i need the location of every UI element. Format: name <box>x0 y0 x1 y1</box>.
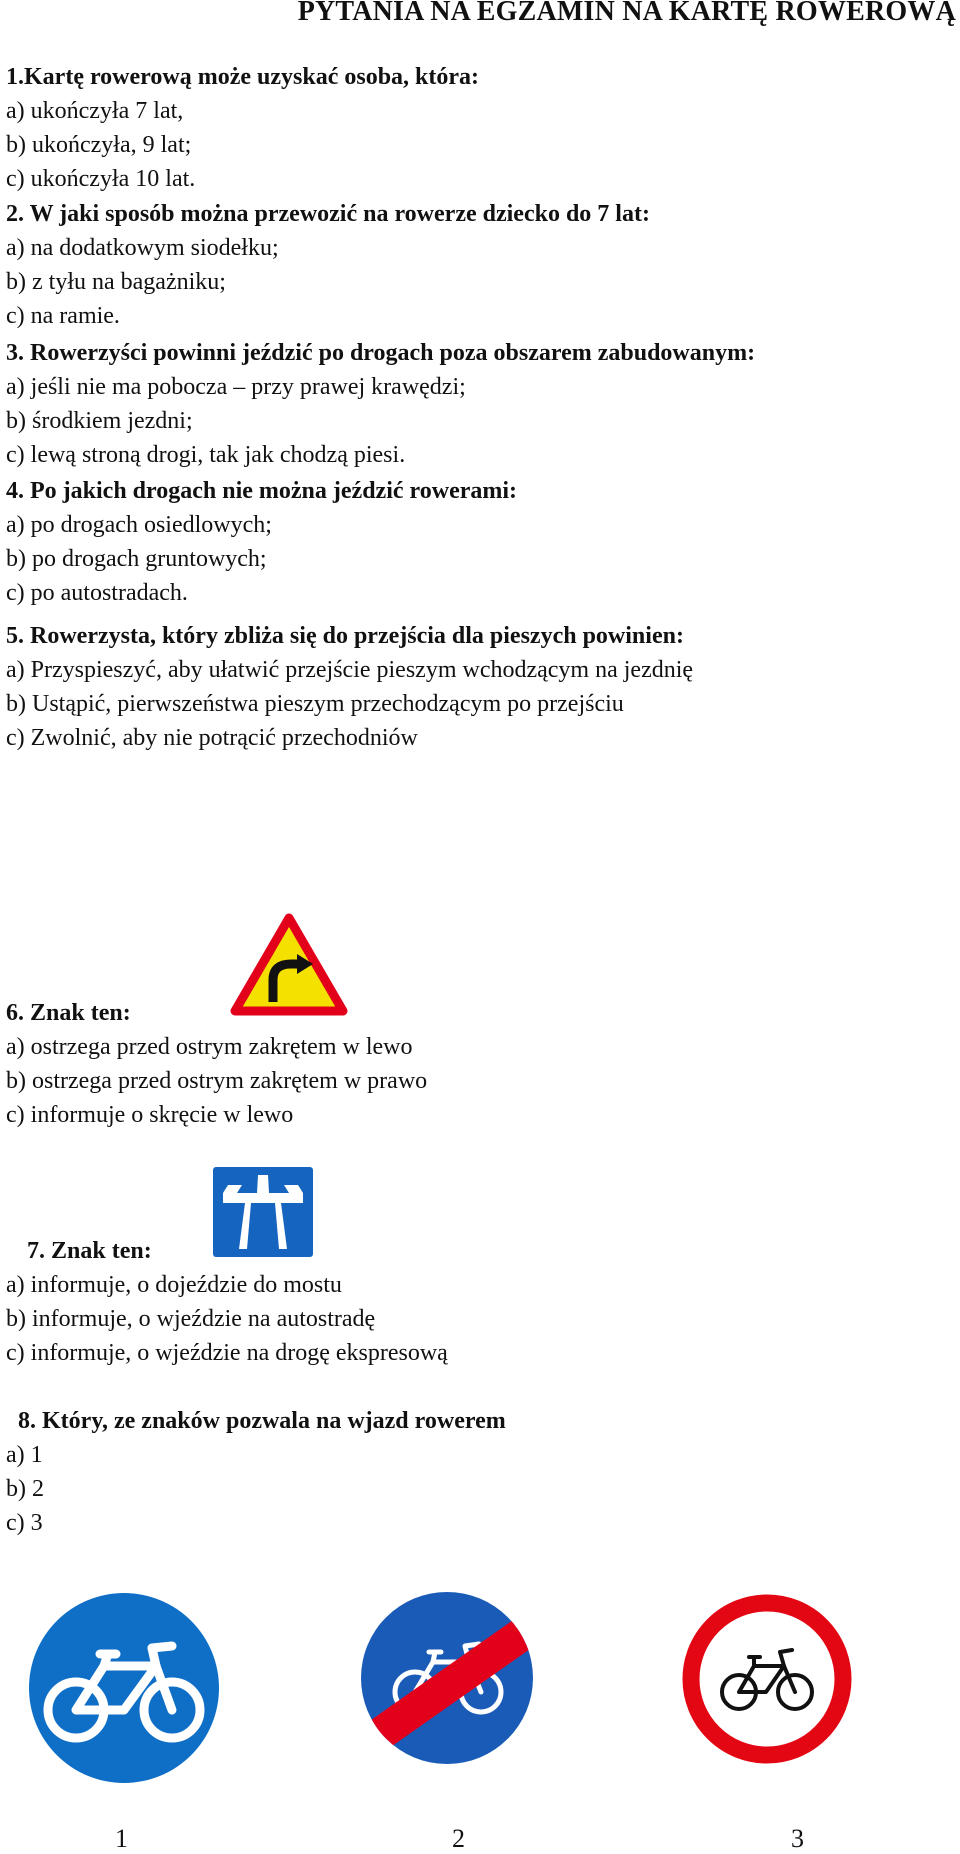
question-text: 1.Kartę rowerową może uzyskać osoba, która: <box>6 64 480 90</box>
answer-c: c) Zwolnić, aby nie potrącić przechodniów <box>6 725 418 751</box>
answer-b: b) 2 <box>6 1476 44 1502</box>
question-6 <box>6 996 427 1132</box>
page-title: PYTANIA NA EGZAMIN NA KARTĘ ROWEROWĄ <box>297 0 956 27</box>
answer-c: c) 3 <box>6 1510 43 1536</box>
answer-b: b) ukończyła, 9 lat; <box>6 132 192 158</box>
question-text: 6. Znak ten: <box>6 1000 131 1026</box>
question-3 <box>6 336 755 472</box>
question-4 <box>6 474 517 610</box>
no-bicycles-sign-icon <box>680 1592 854 1766</box>
answer-b: b) z tyłu na bagażniku; <box>6 269 226 295</box>
answer-a: a) jeśli nie ma pobocza – przy prawej krawędzi; <box>6 374 466 400</box>
answer-a: a) ostrzega przed ostrym zakrętem w lewo <box>6 1034 413 1060</box>
question-text: 7. Znak ten: <box>27 1238 152 1264</box>
answer-c: c) ukończyła 10 lat. <box>6 166 196 192</box>
sign-label-2: 2 <box>452 1824 465 1853</box>
answer-b: b) informuje, o wjeździe na autostradę <box>6 1306 376 1332</box>
end-of-bicycle-path-sign-icon <box>357 1588 537 1768</box>
question-5 <box>6 619 693 755</box>
sign-label-3: 3 <box>791 1824 804 1853</box>
sign-label-1: 1 <box>115 1824 128 1853</box>
answer-b: b) ostrzega przed ostrym zakrętem w prawo <box>6 1068 428 1094</box>
question-text: 5. Rowerzysta, który zbliża się do przejścia dla pieszych powinien: <box>6 623 684 649</box>
answer-c: c) lewą stroną drogi, tak jak chodzą piesi. <box>6 442 406 468</box>
answer-c: c) informuje o skręcie w lewo <box>6 1102 294 1128</box>
question-1 <box>6 60 479 196</box>
answer-b: b) Ustąpić, pierwszeństwa pieszym przechodzącym po przejściu <box>6 691 624 717</box>
answer-b: b) środkiem jezdni; <box>6 408 193 434</box>
question-7 <box>6 1234 448 1370</box>
answer-c: c) po autostradach. <box>6 580 188 606</box>
answer-a: a) po drogach osiedlowych; <box>6 512 272 538</box>
answer-c: c) na ramie. <box>6 303 120 329</box>
answer-b: b) po drogach gruntowych; <box>6 546 267 572</box>
question-text: 4. Po jakich drogach nie można jeździć rowerami: <box>6 478 518 504</box>
answer-a: a) informuje, o dojeździe do mostu <box>6 1272 342 1298</box>
answer-c: c) informuje, o wjeździe na drogę ekspresową <box>6 1340 448 1366</box>
question-text: 3. Rowerzyści powinni jeździć po drogach poza obszarem zabudowanym: <box>6 340 756 366</box>
answer-a: a) Przyspieszyć, aby ułatwić przejście pieszym wchodzącym na jezdnię <box>6 657 694 683</box>
answer-a: a) ukończyła 7 lat, <box>6 98 184 124</box>
question-text: 8. Który, ze znaków pozwala na wjazd rowerem <box>18 1408 506 1434</box>
answer-a: a) na dodatkowym siodełku; <box>6 235 279 261</box>
question-text: 2. W jaki sposób można przewozić na rowerze dziecko do 7 lat: <box>6 201 650 227</box>
answer-a: a) 1 <box>6 1442 43 1468</box>
bicycle-path-sign-icon <box>24 1588 224 1788</box>
question-8 <box>6 1404 506 1540</box>
question-2 <box>6 197 650 333</box>
